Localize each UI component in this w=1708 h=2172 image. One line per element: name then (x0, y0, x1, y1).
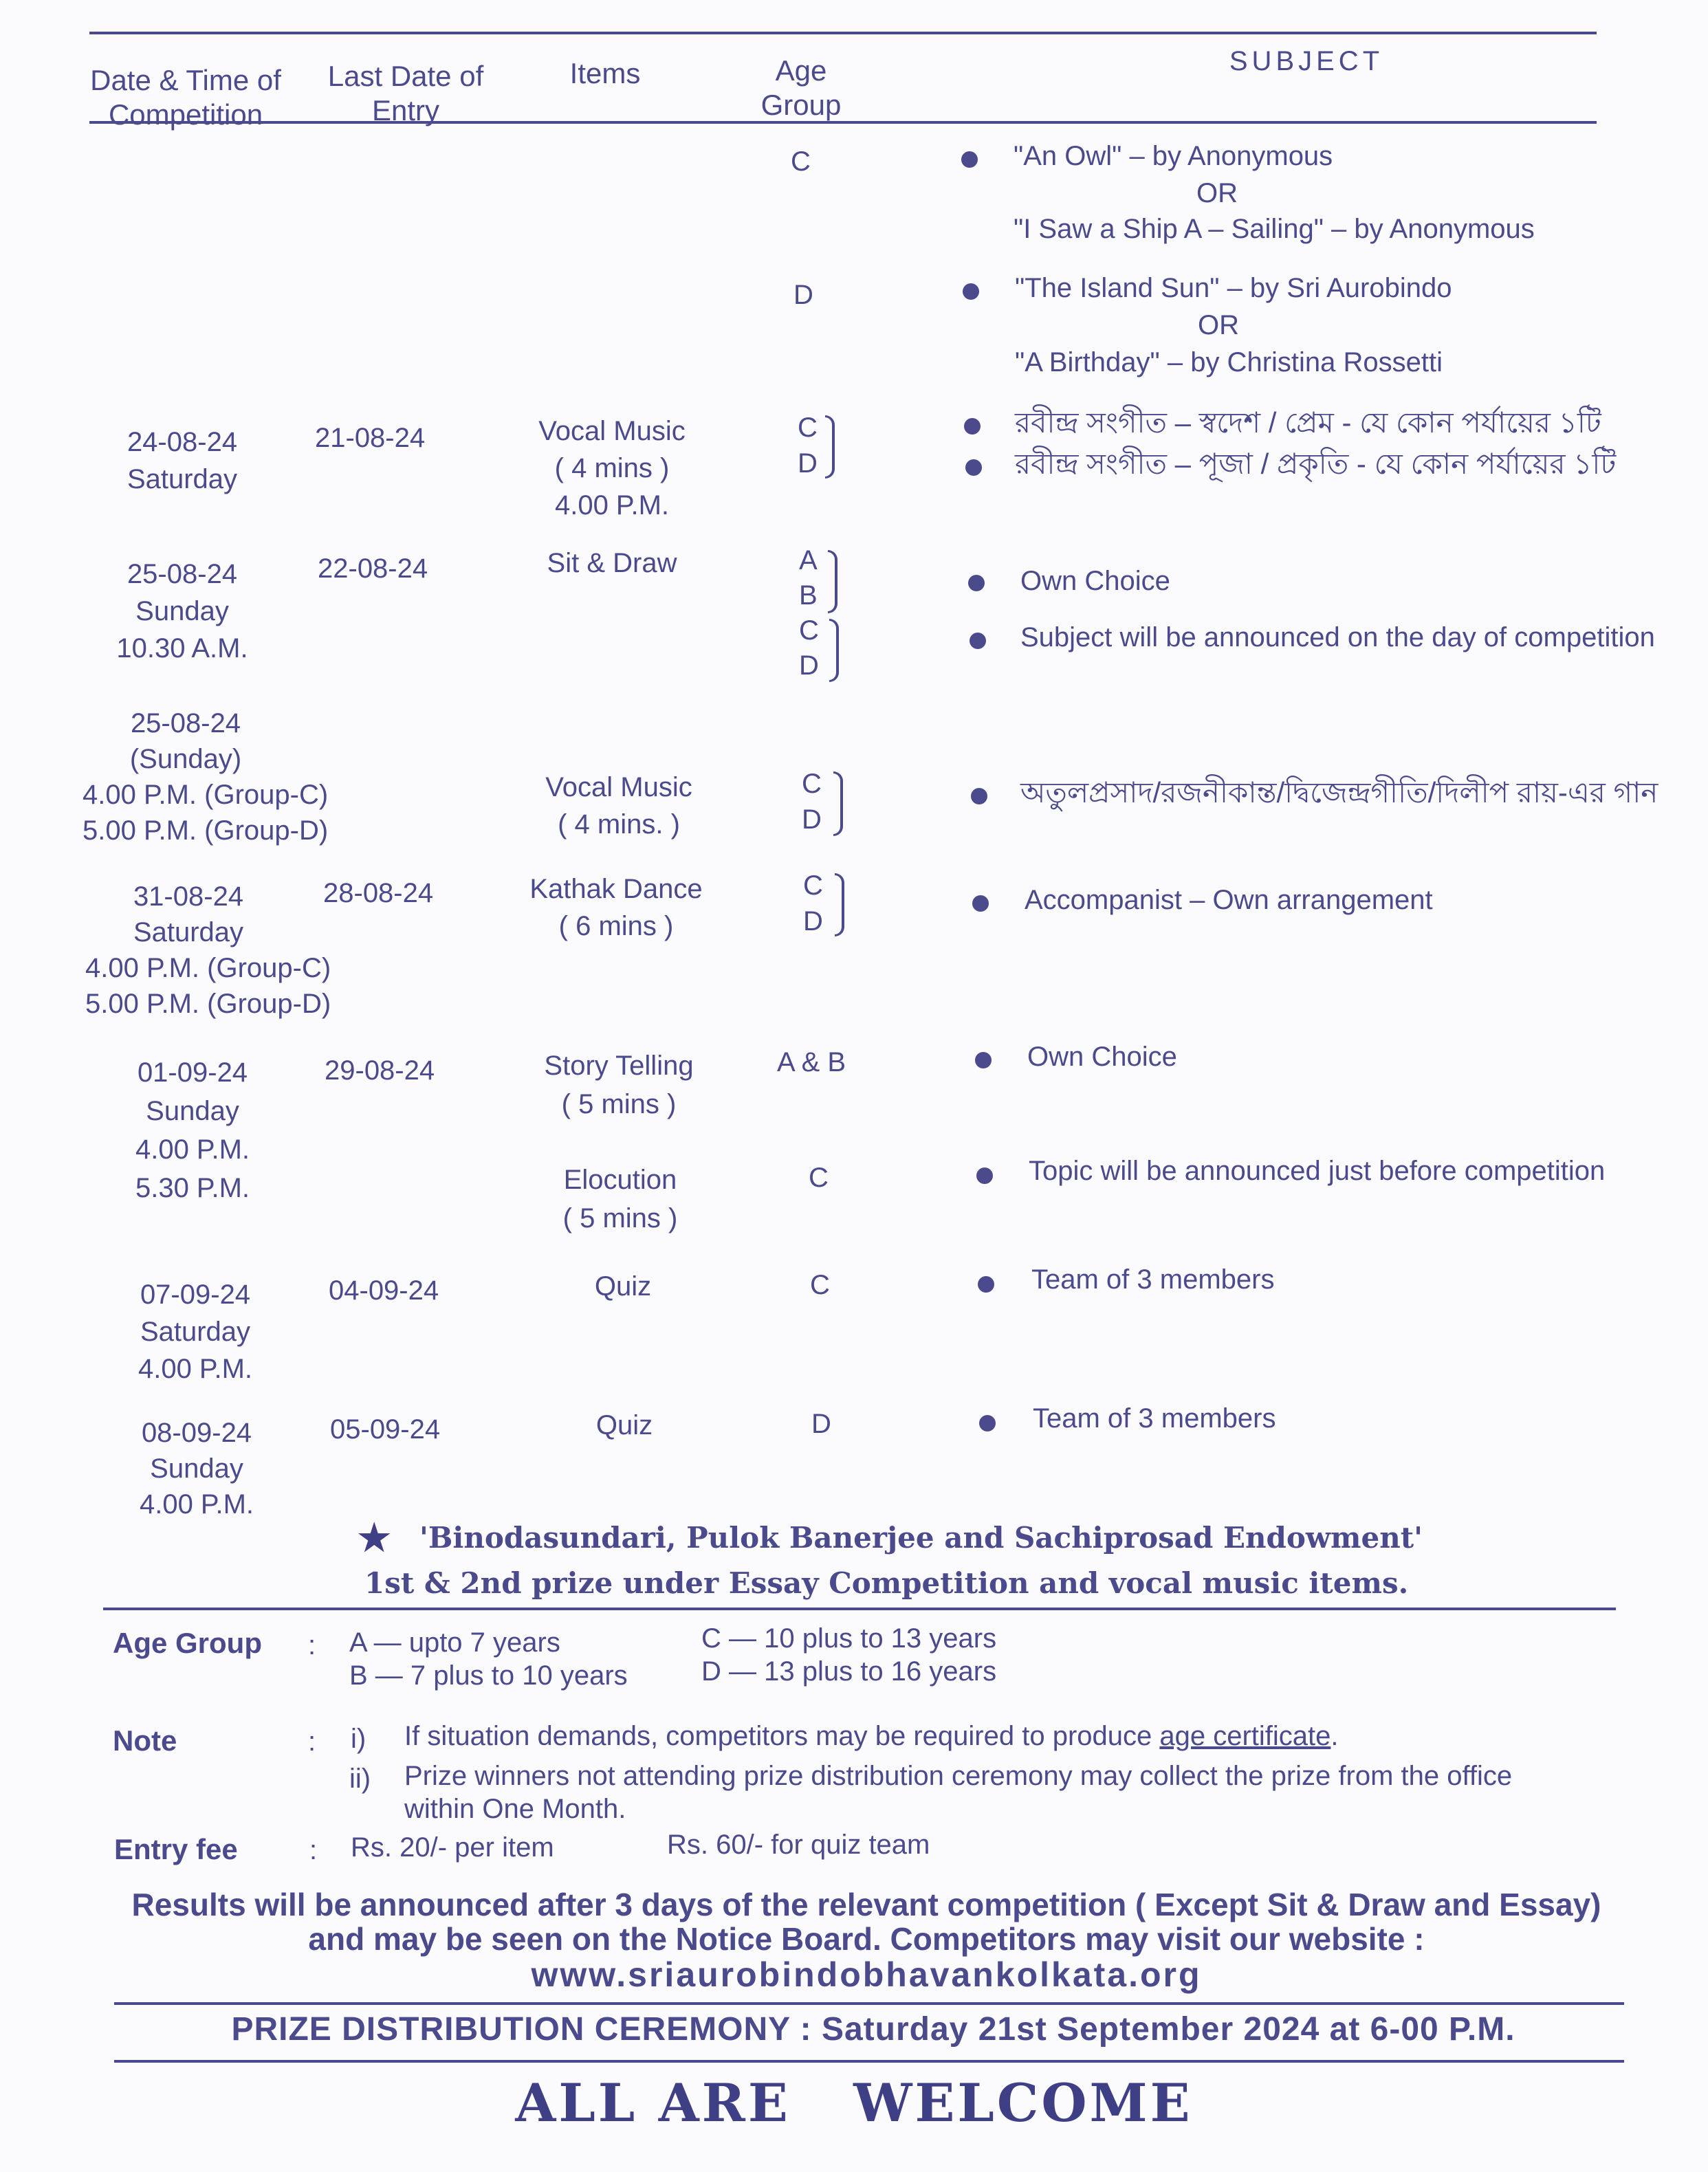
results-line-2: and may be seen on the Notice Board. Competitors may visit our website : (308, 1921, 1425, 1957)
bullet-icon (976, 1167, 993, 1184)
age-group-d: D — 13 plus to 16 years (701, 1656, 997, 1687)
header-items: Items (569, 57, 641, 89)
age-group-a: A — upto 7 years (349, 1627, 560, 1658)
age-cell: C (809, 1163, 829, 1193)
subject-text: "An Owl" – by Anonymous (1014, 141, 1333, 171)
subject-text: Topic will be announced just before competition (1029, 1156, 1606, 1186)
bullet-icon (975, 1052, 992, 1068)
day-text: Saturday (133, 917, 244, 947)
age-a: A (799, 545, 818, 575)
item-cell (509, 545, 715, 582)
day-text: (Sunday) (129, 744, 242, 774)
item-name: Quiz (595, 1410, 653, 1440)
day-text: Sunday (135, 596, 229, 626)
date-text: 31-08-24 (133, 881, 244, 912)
all-are-welcome: ALL ARE WELCOME (515, 2072, 1193, 2133)
note-i-end: . (1331, 1721, 1339, 1751)
footer-rule (103, 1608, 1616, 1610)
age-cell (802, 766, 822, 837)
top-rule (89, 32, 1597, 34)
date-cell (114, 1415, 279, 1522)
subject-text: "The Island Sun" – by Sri Aurobindo (1015, 273, 1452, 303)
age-cell: D (811, 1409, 831, 1439)
subject-text: রবীন্দ্র সংগীত – স্বদেশ / প্রেম - যে কোন পর্যায়ের ১টি (1015, 406, 1601, 439)
date-cell (113, 1276, 278, 1387)
item-name: Quiz (594, 1271, 652, 1302)
item-cell (556, 1407, 693, 1444)
bullet-icon (964, 418, 981, 435)
note-i-number: i) (351, 1724, 366, 1754)
day-text: Sunday (150, 1454, 243, 1484)
or-text: OR (1196, 178, 1238, 208)
time-text: 5.30 P.M. (135, 1173, 250, 1203)
item-cell (517, 1161, 723, 1238)
age-d: D (799, 650, 819, 681)
subject-text: Team of 3 members (1031, 1264, 1275, 1295)
age-cell: C (791, 146, 811, 177)
item-duration: ( 4 mins. ) (558, 809, 680, 840)
colon: : (308, 1726, 316, 1757)
item-name: Vocal Music (538, 416, 686, 446)
note-ii-text-1: Prize winners not attending prize distribution ceremony may collect the prize from the office (404, 1761, 1513, 1791)
item-duration: ( 4 mins ) (554, 453, 670, 483)
subject-text: অতুলপ্রসাদ/রজনীকান্ত/দ্বিজেন্দ্রগীতি/দিলীপ রায়-এর গান (1020, 776, 1658, 809)
date-text: 08-09-24 (141, 1418, 252, 1448)
entry-fee-quiz: Rs. 60/- for quiz team (667, 1830, 930, 1860)
star-icon: ★ (358, 1515, 391, 1559)
date-cell (103, 556, 261, 667)
date-cell (83, 705, 329, 848)
time-text: 4.00 P.M. (139, 1489, 254, 1520)
date-text: 25-08-24 (127, 559, 238, 589)
age-c: C (798, 413, 818, 443)
last-date-cell: 21-08-24 (315, 423, 426, 453)
age-b: B (799, 580, 818, 611)
note-ii-number: ii) (349, 1764, 371, 1794)
last-date-cell: 04-09-24 (329, 1275, 439, 1306)
age-cell (798, 410, 818, 481)
day-text: Saturday (127, 464, 238, 494)
colon: : (309, 1835, 318, 1865)
bullet-icon (971, 788, 987, 804)
bullet-icon (963, 283, 979, 300)
note-ii-text-2: within One Month. (404, 1794, 626, 1824)
colon: : (308, 1630, 316, 1660)
note-i-body: If situation demands, competitors may be required to produce (404, 1721, 1160, 1751)
time-text: 5.00 P.M. (Group-D) (83, 815, 329, 846)
bracket-icon (835, 873, 844, 936)
subject-text: Team of 3 members (1033, 1403, 1276, 1434)
bullet-icon (968, 575, 985, 591)
time-text: 4.00 P.M. (Group-C) (85, 953, 331, 983)
bullet-icon (979, 1415, 996, 1431)
ceremony-rule-bottom (114, 2060, 1624, 2063)
item-cell (516, 769, 722, 843)
website-link[interactable]: www.sriaurobindobhavankolkata.org (531, 1955, 1202, 1994)
age-d: D (802, 804, 822, 835)
prize-distribution-ceremony: PRIZE DISTRIBUTION CEREMONY : Saturday 21st September 2024 at 6-00 P.M. (231, 2011, 1515, 2048)
header-age-group: Age Group (760, 54, 842, 121)
item-duration: ( 5 mins ) (561, 1089, 677, 1119)
date-text: 07-09-24 (140, 1280, 251, 1310)
age-c: C (802, 769, 822, 799)
date-cell (85, 879, 331, 1022)
bullet-icon (970, 633, 986, 649)
bullet-icon (961, 151, 978, 168)
time-text: 10.30 A.M. (116, 633, 248, 663)
endowment-line-2: 1st & 2nd prize under Essay Competition and vocal music items. (364, 1566, 1409, 1600)
age-c: C (803, 870, 823, 901)
subject-text: Own Choice (1027, 1042, 1177, 1072)
entry-fee-label: Entry fee (114, 1833, 238, 1865)
bullet-icon (965, 459, 982, 476)
subject-text: Own Choice (1020, 566, 1170, 596)
day-text: Sunday (146, 1096, 239, 1126)
bracket-icon (833, 771, 843, 836)
item-name: Vocal Music (545, 772, 692, 802)
endowment-line-1: 'Binodasundari, Pulok Banerjee and Sachiprosad Endowment' (419, 1521, 1423, 1555)
item-duration: ( 6 mins ) (558, 911, 674, 941)
results-line-1: Results will be announced after 3 days of the relevant competition ( Except Sit & Draw and Essay) (131, 1887, 1601, 1922)
date-text: 24-08-24 (127, 427, 238, 457)
item-name: Kathak Dance (529, 874, 703, 904)
or-text: OR (1198, 310, 1239, 340)
age-d: D (798, 448, 818, 479)
item-time: 4.00 P.M. (554, 490, 670, 520)
item-cell (513, 870, 719, 945)
age-c: C (799, 615, 819, 646)
item-duration: ( 5 mins ) (562, 1203, 678, 1233)
age-group-c: C — 10 plus to 13 years (701, 1623, 997, 1654)
item-cell (509, 413, 715, 524)
header-last-date: Last Date of Entry (327, 60, 484, 127)
last-date-cell: 28-08-24 (323, 878, 434, 908)
note-i-text (404, 1719, 1339, 1753)
day-text: Saturday (140, 1317, 251, 1347)
date-cell (110, 1053, 275, 1207)
subject-text: Subject will be announced on the day of competition (1020, 622, 1655, 652)
date-cell (103, 424, 261, 498)
last-date-cell: 29-08-24 (325, 1055, 435, 1086)
bullet-icon (972, 895, 989, 912)
item-name: Sit & Draw (547, 548, 677, 578)
item-cell (554, 1268, 692, 1305)
age-d: D (803, 906, 823, 936)
note-label: Note (113, 1724, 177, 1757)
bracket-icon (828, 550, 837, 613)
entry-fee-per-item: Rs. 20/- per item (351, 1832, 554, 1863)
bracket-icon (825, 415, 835, 479)
age-cell: A & B (777, 1047, 846, 1077)
header-subject: SUBJECT (1229, 46, 1384, 76)
age-cell (799, 543, 819, 683)
subject-text: রবীন্দ্র সংগীত – পূজা / প্রকৃতি - যে কোন পর্যায়ের ১টি (1015, 448, 1617, 480)
time-text: 5.00 P.M. (Group-D) (85, 989, 331, 1019)
date-text: 01-09-24 (137, 1057, 248, 1088)
bullet-icon (978, 1276, 994, 1293)
bracket-icon (829, 619, 839, 682)
age-group-label: Age Group (113, 1627, 262, 1659)
date-text: 25-08-24 (130, 708, 241, 738)
age-cell: C (810, 1270, 830, 1300)
item-name: Story Telling (544, 1051, 694, 1081)
item-cell (516, 1046, 722, 1123)
subject-text: Accompanist – Own arrangement (1025, 885, 1433, 915)
time-text: 4.00 P.M. (138, 1354, 253, 1384)
time-text: 4.00 P.M. (135, 1134, 250, 1165)
time-text: 4.00 P.M. (Group-C) (83, 780, 329, 810)
age-cell: D (793, 280, 813, 310)
subject-text: "A Birthday" – by Christina Rossetti (1015, 347, 1443, 377)
age-group-b: B — 7 plus to 10 years (349, 1660, 628, 1691)
ceremony-rule-top (114, 2002, 1624, 2005)
subject-text: "I Saw a Ship A – Sailing" – by Anonymous (1014, 214, 1535, 244)
item-name: Elocution (563, 1165, 677, 1195)
header-date-time: Date & Time of Competition (90, 64, 281, 131)
age-cell (803, 868, 823, 939)
last-date-cell: 05-09-24 (330, 1414, 441, 1445)
last-date-cell: 22-08-24 (318, 553, 428, 584)
age-certificate-link[interactable]: age certificate (1159, 1721, 1331, 1751)
